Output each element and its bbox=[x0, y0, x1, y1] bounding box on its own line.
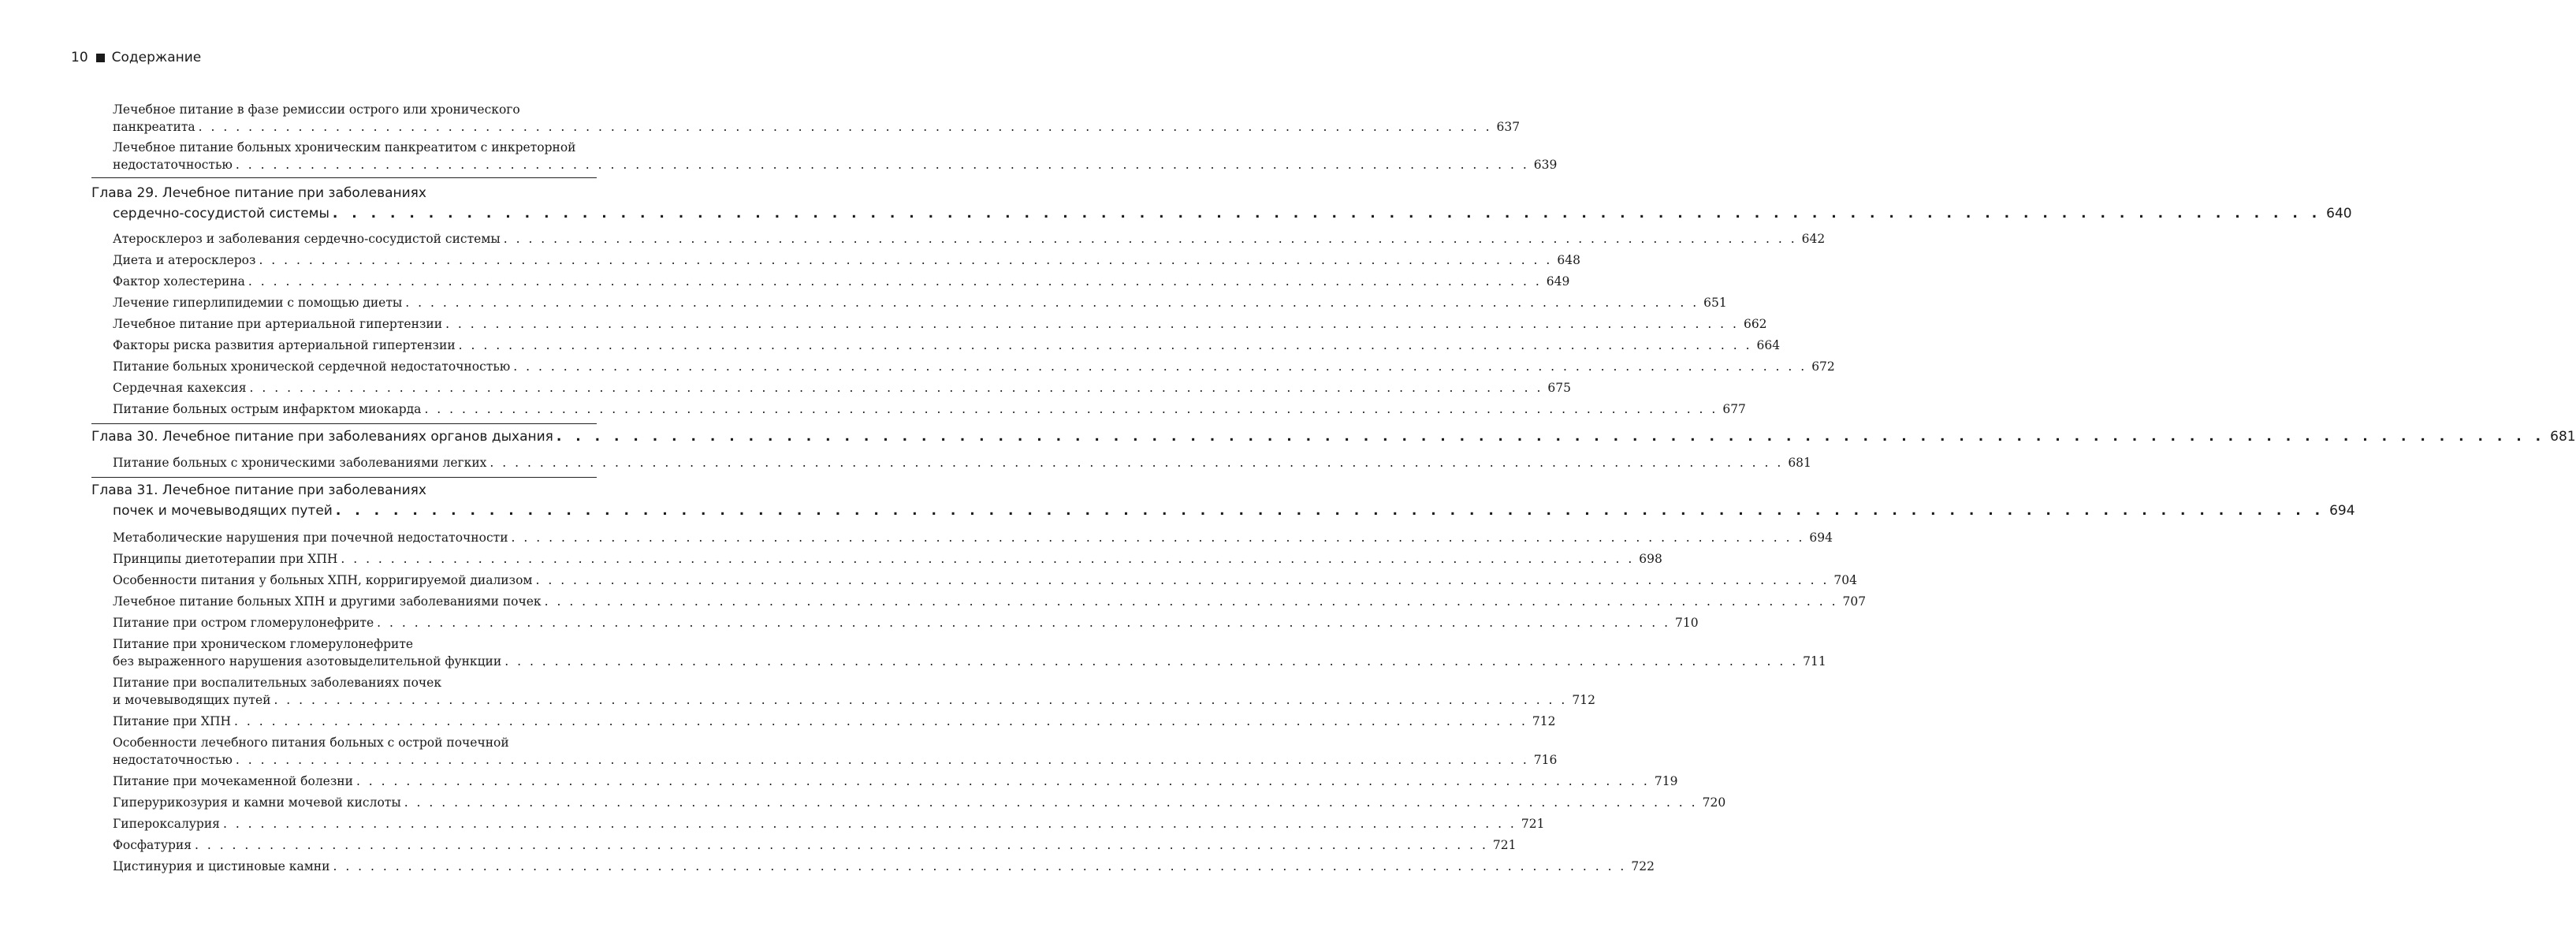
chapter-title: почек и мочевыводящих путей bbox=[113, 503, 333, 519]
toc-entry-title: Гиперурикозурия и камни мочевой кислоты bbox=[113, 795, 401, 810]
toc-entry-title-line: Особенности лечебного питания больных с острой почечной bbox=[113, 736, 509, 750]
leader-dots: . . . . . . . . . . . . . . . . . . . . . . . . . . . . . . . . . . . . . . . . . . . . . . . . . . . . . . . . . . . . . . . . . . . . . . . . . . . . . . . . . . . . . . . . . . . . . . . . . . . . . . . . bbox=[274, 693, 1568, 707]
toc-page-number: 662 bbox=[1743, 317, 1767, 331]
toc-entry-title: недостаточностью bbox=[113, 158, 233, 172]
chapter-title-line: Глава 29. Лечебное питание при заболеваниях bbox=[91, 185, 426, 201]
toc-entry-title: Питание при мочекаменной болезни bbox=[113, 774, 353, 788]
toc-page-number: 681 bbox=[1788, 456, 1811, 470]
toc-page-number: 642 bbox=[1801, 232, 1826, 246]
leader-dots: . . . . . . . . . . . . . . . . . . . . . . . . . . . . . . . . . . . . . . . . . . . . . . . . . . . . . . . . . . . . . . . . . . . . . . . . . . . . . . . . . . . . . . . . . . . . . . . . . . . . . . . . bbox=[404, 795, 1698, 810]
toc-entry-title-line: Лечебное питание в фазе ремиссии острого или хронического bbox=[113, 102, 520, 117]
toc-page-number: 704 bbox=[1833, 573, 1857, 587]
toc-entry-title: Факторы риска развития артериальной гипертензии bbox=[113, 338, 456, 352]
toc-page-number: 721 bbox=[1492, 838, 1517, 852]
leader-dots: . . . . . . . . . . . . . . . . . . . . . . . . . . . . . . . . . . . . . . . . . . . . . . . . . . . . . . . . . . . . . . . . . . . . . . . . . . . . . . . . . . . . . . . . . . . . . . . . . . . . . . . . bbox=[535, 573, 1830, 587]
toc-entry-title: Питание при ХПН bbox=[113, 714, 232, 728]
toc-entry-title: Сердечная кахексия bbox=[113, 381, 247, 395]
toc-entry-title-line: Питание при хроническом гломерулонефрите bbox=[113, 637, 414, 651]
leader-dots: . . . . . . . . . . . . . . . . . . . . . . . . . . . . . . . . . . . . . . . . . . . . . . . . . . . . . . . . . . . . . . . . . . . . . . . . . . . . . . . . . . . . . . . . . . . . . . . . . . . . . . . . bbox=[377, 616, 1671, 630]
running-header-title: Содержание bbox=[111, 50, 202, 65]
toc-page-number: 722 bbox=[1631, 859, 1655, 873]
toc-entry-title: панкреатита bbox=[113, 120, 195, 134]
toc-page-number: 719 bbox=[1654, 774, 1678, 788]
leader-dots: . . . . . . . . . . . . . . . . . . . . . . . . . . . . . . . . . . . . . . . . . . . . . . . . . . . . . . . . . . . . . . . . . . . . . . . . . . . . . . . . . . . . . . . . . . . . . . . . . . . . . . . . bbox=[504, 654, 1799, 669]
leader-dots: . . . . . . . . . . . . . . . . . . . . . . . . . . . . . . . . . . . . . . . . . . . . . . . . . . . . . . . . . . . . . . . . . . . . . . . . . . . . . . . . . . . . . . . . . . . . . . . . . . . . . . . . bbox=[445, 317, 1739, 331]
toc-page-number: 649 bbox=[1546, 274, 1570, 289]
toc-page-number: 711 bbox=[1803, 654, 1826, 669]
leader-dots: . . . . . . . . . . . . . . . . . . . . . . . . . . . . . . . . . . . . . . . . . . . . . . . . . . . . . . . . . . . . . . . . . . . . . . . . . . . . . . . . . . . . . . . . . . . . . . . . . . . . . . . . bbox=[249, 381, 1543, 395]
leader-dots: . . . . . . . . . . . . . . . . . . . . . . . . . . . . . . . . . . . . . . . . . . . . . . . . . . . . . . . . . . . . . . . . . . . . . . . . . . . . . . . . . . . . . . . . . . . . . . . . . . . . . . . . bbox=[341, 552, 1635, 566]
toc-page-number: 637 bbox=[1496, 120, 1521, 134]
chapter-divider bbox=[91, 177, 597, 178]
toc-entry-title: Питание при остром гломерулонефрите bbox=[113, 616, 374, 630]
chapter-divider bbox=[91, 423, 597, 424]
page-number: 10 bbox=[71, 50, 88, 65]
toc-entry-title: без выраженного нарушения азотовыделительной функции bbox=[113, 654, 502, 669]
toc-entry-title: Принципы диетотерапии при ХПН bbox=[113, 552, 338, 566]
leader-dots: . . . . . . . . . . . . . . . . . . . . . . . . . . . . . . . . . . . . . . . . . . . . . . . . . . . . . . . . . . . . . . . . . . . . . . . . . . . . . . . . . . . . . . . . . . . . . . . . . . . . . . . . bbox=[235, 753, 1529, 767]
toc-page-number: 712 bbox=[1532, 714, 1556, 728]
toc-entry-title: Фактор холестерина bbox=[113, 274, 245, 289]
toc-entry-title: Фосфатурия bbox=[113, 838, 192, 852]
chapter-divider bbox=[91, 477, 597, 478]
toc-entry-title-line: Питание при воспалительных заболеваниях почек bbox=[113, 676, 442, 690]
toc-page-number: 710 bbox=[1675, 616, 1699, 630]
toc-entry-title: Лечебное питание больных ХПН и другими заболеваниями почек bbox=[113, 594, 542, 609]
leader-dots: . . . . . . . . . . . . . . . . . . . . . . . . . . . . . . . . . . . . . . . . . . . . . . . . . . . . . . . . . . . . . . . . . . . . . . . . . . . . . . . . . . . . . . . . . . . . . . . . . . . . . . . . bbox=[333, 859, 1627, 873]
leader-dots: . . . . . . . . . . . . . . . . . . . . . . . . . . . . . . . . . . . . . . . . . . . . . . . . . . . . . . . . . . . . . . . . . . . . . . . . . . . . . . . . . . . . . . . . . . . . . . . . . . . . . . . . bbox=[511, 531, 1805, 545]
leader-dots: . . . . . . . . . . . . . . . . . . . . . . . . . . . . . . . . . . . . . . . . . . . . . . . . . . . . . . . . . . . . . . . . . . . . . . . . . . . . . . . . . . . . . . . . . . . . . . . . . . . . . . . . bbox=[234, 714, 1528, 728]
toc-entry-title: Диета и атеросклероз bbox=[113, 253, 256, 267]
toc-entry-title: Питание больных хронической сердечной недостаточностью bbox=[113, 359, 511, 374]
toc-page-number: 698 bbox=[1639, 552, 1662, 566]
toc-entry-title: Цистинурия и цистиновые камни bbox=[113, 859, 330, 873]
leader-dots: . . . . . . . . . . . . . . . . . . . . . . . . . . . . . . . . . . . . . . . . . . . . . . . . . . . . . . . . . . . . . . . . . . . . . . . . . . . . . . . . . . . . . . . . . . . . . . . . . . . . . . . . bbox=[248, 274, 1542, 289]
toc-page-number: 694 bbox=[1809, 531, 1833, 545]
chapter-page-number: 640 bbox=[2326, 206, 2352, 222]
toc-page-number: 720 bbox=[1702, 795, 1726, 810]
toc-entry-title: Особенности питания у больных ХПН, корригируемой диализом bbox=[113, 573, 533, 587]
toc-page-number: 716 bbox=[1533, 753, 1558, 767]
leader-dots: . . . . . . . . . . . . . . . . . . . . . . . . . . . . . . . . . . . . . . . . . . . . . . . . . . . . . . . . . . . . . . . . . . . . . . . . . . . . . . . . . . . . . . . . . . . . . . . . . . . . . . . . bbox=[356, 774, 1650, 788]
toc-entry-title-line: Лечебное питание больных хроническим панкреатитом с инкреторной bbox=[113, 140, 576, 155]
chapter-title-line: Глава 31. Лечебное питание при заболеваниях bbox=[91, 482, 426, 498]
toc-page-number: 648 bbox=[1557, 253, 1580, 267]
leader-dots: . . . . . . . . . . . . . . . . . . . . . . . . . . . . . . . . . . . . . . . . . . . . . . . . . . . . . . . . . . . . . . . . . . . . . . . . . . . . . . . . . . . . . . . . . . . . . . . . . . . . . . . . bbox=[513, 359, 1807, 374]
toc-entry-title: Лечение гиперлипидемии с помощью диеты bbox=[113, 296, 403, 310]
leader-dots: . . . . . . . . . . . . . . . . . . . . . . . . . . . . . . . . . . . . . . . . . . . . . . . . . . . . . . . . . . . . . . . . . . . . . . . . . . . . . . . . . . . . . . . . . . . . . . . . . . . . . . . . bbox=[405, 296, 1699, 310]
toc-entry-title: и мочевыводящих путей bbox=[113, 693, 271, 707]
chapter-title: сердечно-сосудистой системы bbox=[113, 206, 329, 222]
leader-dots: . . . . . . . . . . . . . . . . . . . . . . . . . . . . . . . . . . . . . . . . . . . . . . . . . . . . . . . . . . . . . . . . . . . . . . . . . . . . . . . . . . . . . . . . . . . . . . . . . . . . . . . . bbox=[490, 456, 1784, 470]
toc-entry-title: Питание больных острым инфарктом миокарда bbox=[113, 402, 422, 416]
toc-entry-title: Лечебное питание при артериальной гипертензии bbox=[113, 317, 443, 331]
toc-page-number: 707 bbox=[1842, 594, 1867, 609]
leader-dots: . . . . . . . . . . . . . . . . . . . . . . . . . . . . . . . . . . . . . . . . . . . . . . . . . . . . . . . . . . . . . . . . . . . . . . . . . . . . . . . . . . . . . . . . . . . . . . . . . . . . . . . . bbox=[556, 429, 2546, 445]
leader-dots: . . . . . . . . . . . . . . . . . . . . . . . . . . . . . . . . . . . . . . . . . . . . . . . . . . . . . . . . . . . . . . . . . . . . . . . . . . . . . . . . . . . . . . . . . . . . . . . . . . . . . . . . bbox=[458, 338, 1752, 352]
toc-page-number: 651 bbox=[1703, 296, 1727, 310]
leader-dots: . . . . . . . . . . . . . . . . . . . . . . . . . . . . . . . . . . . . . . . . . . . . . . . . . . . . . . . . . . . . . . . . . . . . . . . . . . . . . . . . . . . . . . . . . . . . . . . . . . . . . . . . bbox=[235, 158, 1529, 172]
leader-dots: . . . . . . . . . . . . . . . . . . . . . . . . . . . . . . . . . . . . . . . . . . . . . . . . . . . . . . . . . . . . . . . . . . . . . . . . . . . . . . . . . . . . . . . . . . . . . . . . . . . . . . . . bbox=[335, 503, 2325, 519]
leader-dots: . . . . . . . . . . . . . . . . . . . . . . . . . . . . . . . . . . . . . . . . . . . . . . . . . . . . . . . . . . . . . . . . . . . . . . . . . . . . . . . . . . . . . . . . . . . . . . . . . . . . . . . . bbox=[424, 402, 1718, 416]
toc-entry-title: Гипероксалурия bbox=[113, 817, 220, 831]
chapter-title: Глава 30. Лечебное питание при заболеваниях органов дыхания bbox=[91, 429, 553, 445]
leader-dots: . . . . . . . . . . . . . . . . . . . . . . . . . . . . . . . . . . . . . . . . . . . . . . . . . . . . . . . . . . . . . . . . . . . . . . . . . . . . . . . . . . . . . . . . . . . . . . . . . . . . . . . . bbox=[259, 253, 1553, 267]
chapter-page-number: 681 bbox=[2550, 429, 2576, 445]
toc-entry-title: недостаточностью bbox=[113, 753, 233, 767]
toc-entry-title: Питание больных с хроническими заболеваниями легких bbox=[113, 456, 487, 470]
leader-dots: . . . . . . . . . . . . . . . . . . . . . . . . . . . . . . . . . . . . . . . . . . . . . . . . . . . . . . . . . . . . . . . . . . . . . . . . . . . . . . . . . . . . . . . . . . . . . . . . . . . . . . . . bbox=[503, 232, 1797, 246]
toc-page-number: 677 bbox=[1722, 402, 1746, 416]
leader-dots: . . . . . . . . . . . . . . . . . . . . . . . . . . . . . . . . . . . . . . . . . . . . . . . . . . . . . . . . . . . . . . . . . . . . . . . . . . . . . . . . . . . . . . . . . . . . . . . . . . . . . . . . bbox=[544, 594, 1838, 609]
toc-page-number: 721 bbox=[1521, 817, 1545, 831]
leader-dots: . . . . . . . . . . . . . . . . . . . . . . . . . . . . . . . . . . . . . . . . . . . . . . . . . . . . . . . . . . . . . . . . . . . . . . . . . . . . . . . . . . . . . . . . . . . . . . . . . . . . . . . . bbox=[194, 838, 1488, 852]
toc-page-number: 639 bbox=[1533, 158, 1558, 172]
chapter-page-number: 694 bbox=[2329, 503, 2355, 519]
toc-page-number: 675 bbox=[1547, 381, 1572, 395]
leader-dots: . . . . . . . . . . . . . . . . . . . . . . . . . . . . . . . . . . . . . . . . . . . . . . . . . . . . . . . . . . . . . . . . . . . . . . . . . . . . . . . . . . . . . . . . . . . . . . . . . . . . . . . . bbox=[198, 120, 1492, 134]
toc-entry-title: Атеросклероз и заболевания сердечно-сосудистой системы bbox=[113, 232, 501, 246]
toc-page-number: 672 bbox=[1811, 359, 1835, 374]
toc-page-number: 712 bbox=[1572, 693, 1595, 707]
leader-dots: . . . . . . . . . . . . . . . . . . . . . . . . . . . . . . . . . . . . . . . . . . . . . . . . . . . . . . . . . . . . . . . . . . . . . . . . . . . . . . . . . . . . . . . . . . . . . . . . . . . . . . . . bbox=[222, 817, 1517, 831]
leader-dots: . . . . . . . . . . . . . . . . . . . . . . . . . . . . . . . . . . . . . . . . . . . . . . . . . . . . . . . . . . . . . . . . . . . . . . . . . . . . . . . . . . . . . . . . . . . . . . . . . . . . . . . . bbox=[332, 206, 2322, 222]
toc-entry-title: Метаболические нарушения при почечной недостаточности bbox=[113, 531, 508, 545]
toc-page-number: 664 bbox=[1756, 338, 1781, 352]
